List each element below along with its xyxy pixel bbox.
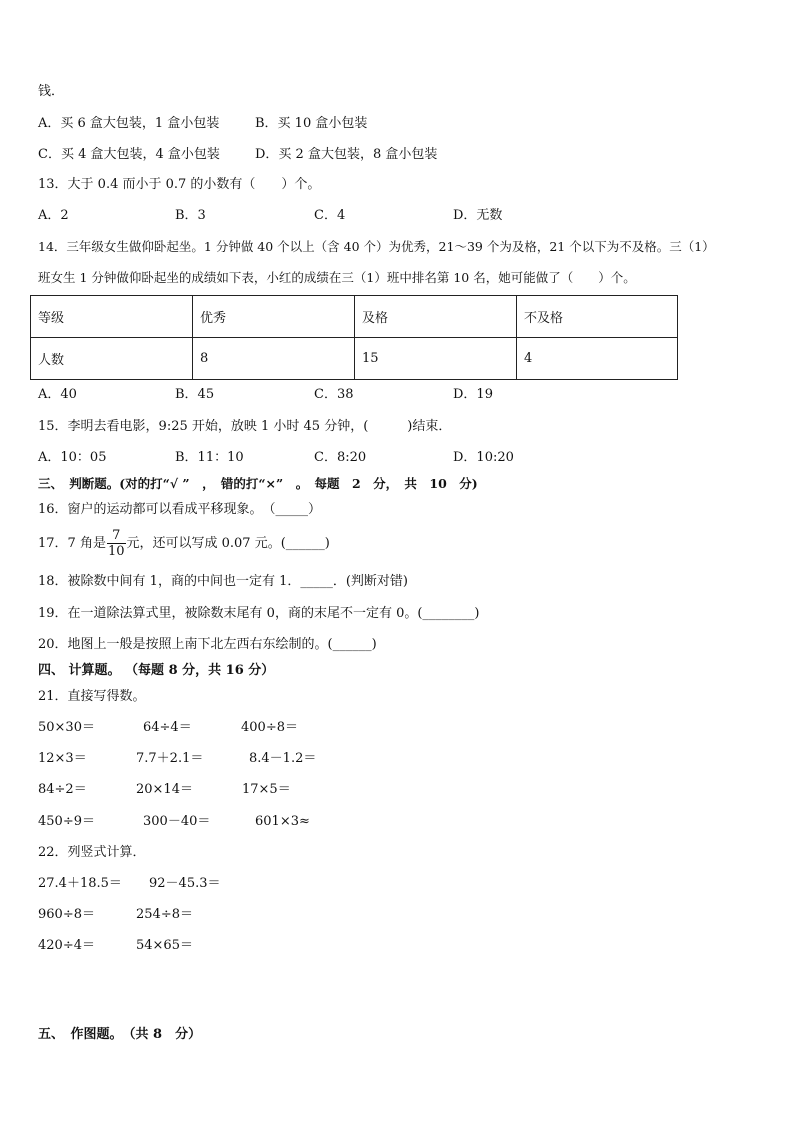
table-header-cell: 优秀 [193,296,355,338]
q12-tail: 钱． [38,84,65,99]
q21-item: 12×3＝ [38,751,87,766]
table-header-cell: 不及格 [517,296,678,338]
q21-stem: 21．直接写得数。 [38,689,146,704]
q21-item: 50×30＝ [38,720,95,735]
q13-option-c[interactable]: C．4 [314,208,346,223]
table-row [31,296,678,338]
table-cell: 人数 [31,338,193,380]
q13-option-b[interactable]: B．3 [175,208,206,223]
q21-item: 7.7＋2.1＝ [136,751,204,766]
q22-item: 92－45.3＝ [149,876,221,891]
q15-option-a[interactable]: A．10：05 [38,450,107,465]
q14-option-a[interactable]: A．40 [38,387,77,402]
q15-stem: 15．李明去看电影，9:25 开始，放映 1 小时 45 分钟，( )结束． [38,419,452,434]
section-4-heading: 四、 计算题。 （每题 8 分，共 16 分） [38,663,275,678]
q14-grade-table [30,295,678,380]
q19-statement: 19．在一道除法算式里，被除数末尾有 0，商的末尾不一定有 0。(________) [38,606,480,621]
q14-option-b[interactable]: B．45 [175,387,215,402]
q16-statement: 16．窗户的运动都可以看成平移现象。 （_____） [38,502,322,517]
table-header-cell: 及格 [355,296,517,338]
q21-item: 84÷2＝ [38,782,87,797]
q21-item: 17×5＝ [242,782,291,797]
q14-option-c[interactable]: C．38 [314,387,354,402]
table-cell: 8 [193,338,355,380]
q15-option-b[interactable]: B．11：10 [175,450,244,465]
q17-fraction-numerator: 7 [107,528,126,544]
q14-option-d[interactable]: D．19 [453,387,493,402]
table-row [31,338,678,380]
q20-statement: 20．地图上一般是按照上南下北左西右东绘制的。(______) [38,637,377,652]
q22-item: 254÷8＝ [136,907,193,922]
q17-fraction-denominator: 10 [107,544,125,559]
table-header-cell: 等级 [31,296,193,338]
q14-stem-line1: 14．三年级女生做仰卧起坐。1 分钟做 40 个以上（含 40 个）为优秀，21～39 个为及格，21 个以下为不及格。三（1） [38,239,715,254]
q21-item: 450÷9＝ [38,814,95,829]
q21-item: 20×14＝ [136,782,193,797]
q12-option-b[interactable]: B．买 10 盒小包装 [255,116,368,131]
q12-option-a[interactable]: A．买 6 盒大包装，1 盒小包装 [38,116,220,131]
q15-option-c[interactable]: C．8:20 [314,450,367,465]
q22-item: 54×65＝ [136,938,193,953]
q17-fraction [107,528,126,559]
q21-item: 601×3≈ [255,814,310,829]
q22-stem: 22．列竖式计算． [38,845,146,860]
q21-item: 400÷8＝ [241,720,298,735]
q21-item: 8.4－1.2＝ [249,751,317,766]
q21-item: 300－40＝ [143,814,211,829]
table-cell: 4 [517,338,678,380]
q13-option-a[interactable]: A．2 [38,208,69,223]
section-3-heading: 三、 判断题。(对的打“√ ” ， 错的打“×” 。 每题 2 分， 共 10 分) [38,476,478,491]
q22-item: 27.4＋18.5＝ [38,876,122,891]
q12-option-d[interactable]: D．买 2 盒大包装，8 盒小包装 [255,147,438,162]
q14-stem-line2: 班女生 1 分钟做仰卧起坐的成绩如下表，小红的成绩在三（1）班中排名第 10 名，她可能做了（ ）个。 [38,270,636,285]
table-cell: 15 [355,338,517,380]
q12-option-c[interactable]: C．买 4 盒大包装，4 盒小包装 [38,147,220,162]
q17-statement [38,526,330,562]
q22-item: 960÷8＝ [38,907,95,922]
q21-item: 64÷4＝ [143,720,192,735]
q22-item: 420÷4＝ [38,938,95,953]
section-5-heading: 五、 作图题。 （共 8 分） [38,1027,202,1042]
q17-suffix: 元，还可以写成 0.07 元。(______) [126,536,330,551]
q13-stem: 13．大于 0.4 而小于 0.7 的小数有（ ）个。 [38,177,321,192]
q15-option-d[interactable]: D．10:20 [453,450,514,465]
q17-prefix: 17．7 角是 [38,536,106,551]
q18-statement: 18．被除数中间有 1，商的中间也一定有 1．_____．(判断对错) [38,574,408,589]
q13-option-d[interactable]: D．无数 [453,208,503,223]
